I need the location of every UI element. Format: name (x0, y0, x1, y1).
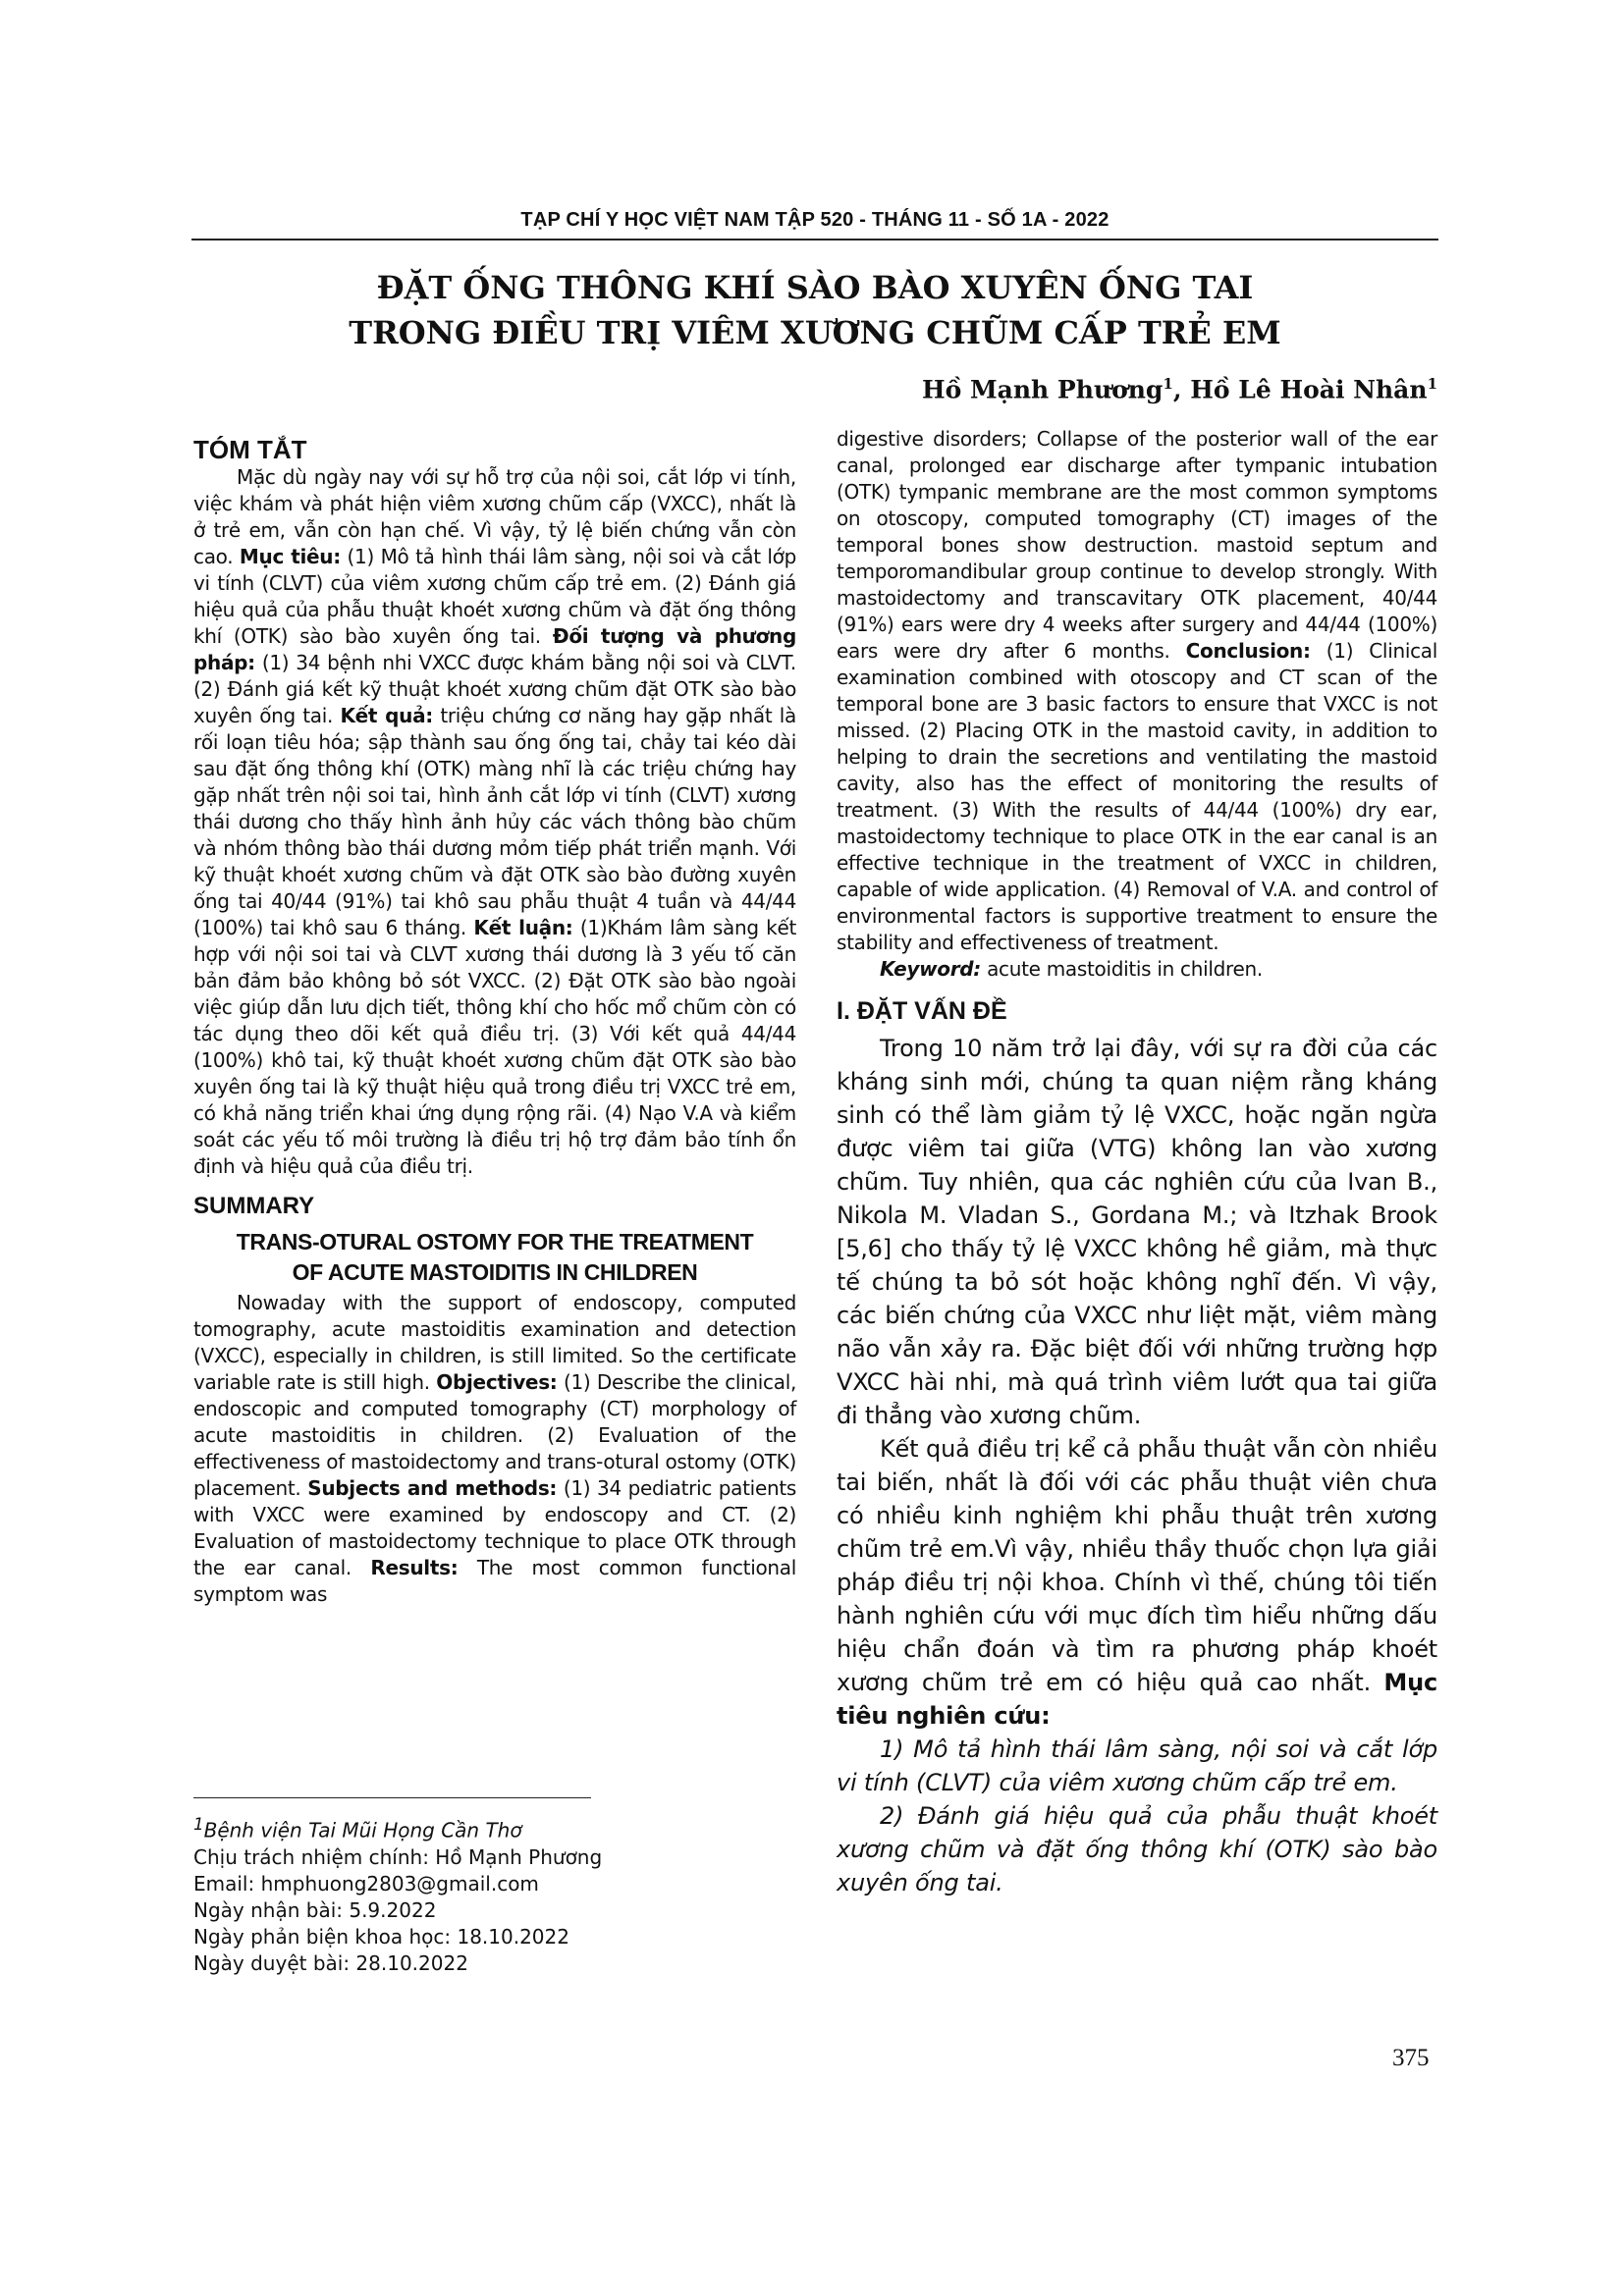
author-1-affiliation-mark: 1 (1163, 375, 1173, 393)
footnote-received-date: Ngày nhận bài: 5.9.2022 (193, 1897, 437, 1922)
summary-title-line-1: TRANS-OTURAL OSTOMY FOR THE TREATMENT (236, 1229, 754, 1255)
study-objective-2: 2) Đánh giá hiệu quả của phẫu thuật khoét xương chũm và đặt ống thông khí (OTK) sào bào xuyên ống tai. (837, 1802, 1437, 1896)
title-line-2: TRONG ĐIỀU TRỊ VIÊM XƯƠNG CHŨM CẤP TRẺ EM (349, 314, 1281, 351)
article-title (191, 265, 1438, 355)
title-line-1: ĐẶT ỐNG THÔNG KHÍ SÀO BÀO XUYÊN ỐNG TAI (376, 269, 1254, 306)
introduction-paragraph-2-text: Kết quả điều trị kể cả phẫu thuật vẫn còn nhiều tai biến, nhất là đối với các phẫu thuật viên chưa có nhiều kinh nghiệm khi phẫu thuật trên xương chũm trẻ em.Vì vậy, nhiều thầy thuốc chọn lựa giải pháp điều trị nội khoa. Chính vì thế, chúng tôi tiến hành nghiên cứu với mục đích tìm hiểu những dấu hiệu chẩn đoán và tìm ra phương pháp khoét xương chũm trẻ em có hiệu quả cao nhất. (837, 1435, 1437, 1696)
abstract-objectives-label: Mục tiêu: (239, 545, 341, 568)
author-list (922, 375, 1437, 403)
abstract-methods-text: (1) 34 bệnh nhi VXCC được khám bằng nội soi và CLVT.(2) Đánh giá kết kỹ thuật khoét xương chũm đặt OTK sào bào xuyên ống tai. (193, 651, 796, 727)
summary-conclusion-label: Conclusion: (1185, 639, 1311, 663)
summary-title-line-2: OF ACUTE MASTOIDITIS IN CHILDREN (292, 1259, 698, 1285)
summary-conclusion-text: (1) Clinical examination combined with otoscopy and CT scan of the temporal bone are 3 basic factors to ensure that VXCC is not missed. (2) Placing OTK in the mastoid cavity, in addition to helping to drain the secretions and ventilating the mastoid cavity, also has the effect of monitoring the results of treatment. (3) With the results of 44/44 (100%) dry ear, mastoidectomy technique to place OTK in the ear canal is an effective technique in the treatment of VXCC in children, capable of wide application. (4) Removal of V.A. and control of environmental factors is supportive treatment to ensure the stability and effectiveness of treatment. (837, 639, 1437, 954)
left-column (193, 435, 796, 1608)
header-divider (191, 239, 1438, 240)
section-heading-introduction: I. ĐẶT VẤN ĐỀ (837, 997, 1007, 1025)
summary-intro: Nowaday with the support of endoscopy, computed tomography, acute mastoiditis examination and detection (VXCC), especially in children, is still limited. So the certificate variable rate is still high. (193, 1291, 796, 1394)
abstract-results-text: triệu chứng cơ năng hay gặp nhất là rối loạn tiêu hóa; sập thành sau ống ống tai, chảy tai kéo dài sau đặt ống thông khí (OTK) màng nhĩ là các triệu chứng hay gặp nhất trên nội soi tai, hình ảnh cắt lớp vi tính (CLVT) xương thái dương cho thấy hình ảnh hủy các vách thông bào chũm và nhóm thông bào thái dương mỏm tiếp phát triển mạnh. Với kỹ thuật khoét xương chũm và đặt OTK sào bào đường xuyên ống tai 40/44 (91%) tai khô sau phẫu thuật 4 tuần và 44/44 (100%) tai khô sau 6 tháng. (193, 704, 796, 939)
abstract-methods-label: Đối tượng và phương pháp: (193, 624, 796, 674)
abstract-conclusion-label: Kết luận: (473, 916, 573, 939)
author-separator: , (1172, 375, 1191, 404)
abstract-conclusion-text: (1)Khám lâm sàng kết hợp với nội soi tai và CLVT xương thái dương là 3 yếu tố căn bản đảm bảo không bỏ sót VXCC. (2) Đặt OTK sào bào ngoài việc giúp dẫn lưu dịch tiết, thông khí cho hốc mổ chũm còn có tác dụng theo dõi kết quả điều trị. (3) Với kết quả 44/44 (100%) khô tai, kỹ thuật khoét xương chũm đặt OTK sào bào xuyên ống tai là kỹ thuật hiệu quả trong điều trị VXCC trẻ em, có khả năng triển khai ứng dụng rộng rãi. (4) Nạo V.A và kiểm soát các yếu tố môi trường là điều trị hộ trợ đảm bảo tính ổn định và hiệu quả của điều trị. (193, 916, 796, 1178)
footnote-accepted-date: Ngày duyệt bài: 28.10.2022 (193, 1950, 468, 1975)
summary-heading: SUMMARY (193, 1193, 315, 1219)
footnotes (193, 1811, 783, 1977)
abstract-paragraph (193, 464, 796, 1180)
footnote-affiliation (193, 1811, 783, 1844)
summary-methods-label: Subjects and methods: (307, 1476, 558, 1500)
right-column (837, 426, 1437, 1899)
abstract-objectives-text: (1) Mô tả hình thái lâm sàng, nội soi và cắt lớp vi tính (CLVT) của viêm xương chũm cấp trẻ em. (2) Đánh giá hiệu quả của phẫu thuật khoét xương chũm và đặt ống thông khí (OTK) sào bào xuyên ống tai. (193, 545, 796, 648)
introduction-paragraph-1: Trong 10 năm trở lại đây, với sự ra đời của các kháng sinh mới, chúng ta quan niệm rằng kháng sinh có thể làm giảm tỷ lệ VXCC, hoặc ngăn ngừa được viêm tai giữa (VTG) không lan vào xương chũm. Tuy nhiên, qua các nghiên cứu của Ivan B., Nikola M. Vladan S., Gordana M.; và Itzhak Brook [5,6] cho thấy tỷ lệ VXCC không hề giảm, mà thực tế chúng ta bỏ sót hoặc không nghĩ đến. Vì vậy, các biến chứng của VXCC như liệt mặt, viêm màng não vẫn xảy ra. Đặc biệt đối với những trường hợp VXCC hài nhi, mà quá trình viêm lướt qua tai giữa đi thẳng vào xương chũm. (837, 1035, 1437, 1429)
footnote-affiliation-text: Bệnh viện Tai Mũi Họng Cần Thơ (203, 1818, 522, 1842)
summary-paragraph-start (193, 1290, 796, 1608)
summary-objectives-text: (1) Describe the clinical, endoscopic and computed tomography (CT) morphology of acute mastoiditis in children. (2) Evaluation of the effectiveness of mastoidectomy and trans-otural ostomy (OTK) placement. (193, 1370, 797, 1500)
author-1: Hồ Mạnh Phương (921, 375, 1164, 404)
journal-header: TẠP CHÍ Y HỌC VIỆT NAM TẬP 520 - THÁNG 11 - SỐ 1A - 2022 (520, 209, 1110, 231)
footnote-corresponding-author: Chịu trách nhiệm chính: Hồ Mạnh Phương (193, 1844, 603, 1869)
summary-paragraph-continued (837, 426, 1437, 956)
footnote-email: Email: hmphuong2803@gmail.com (193, 1871, 539, 1896)
summary-methods-text: (1) 34 pediatric patients with VXCC were examined by endoscopy and CT. (2) Evaluation of mastoidectomy technique to place OTK through the ear canal. (193, 1476, 796, 1579)
abstract-intro: Mặc dù ngày nay với sự hỗ trợ của nội soi, cắt lớp vi tính, việc khám và phát hiện viêm xương chũm cấp (VXCC), nhất là ở trẻ em, vẫn còn hạn chế. Vì vậy, tỷ lệ biến chứng vẫn còn cao. (193, 465, 796, 568)
footnote-reviewed-date: Ngày phản biện khoa học: 18.10.2022 (193, 1924, 569, 1949)
abstract-results-label: Kết quả: (340, 704, 433, 727)
author-2-affiliation-mark: 1 (1427, 375, 1437, 393)
introduction-paragraph-2 (837, 1432, 1437, 1733)
summary-title (193, 1227, 796, 1288)
keyword-label: Keyword: (880, 957, 982, 981)
summary-objectives-label: Objectives: (436, 1370, 558, 1394)
abstract-heading: TÓM TẮT (193, 435, 307, 464)
page-number: 375 (1392, 2045, 1430, 2071)
footnote-affiliation-mark: 1 (193, 1815, 204, 1834)
summary-results-text-start: The most common functional symptom was (193, 1556, 796, 1606)
author-2: Hồ Lê Hoài Nhân (1190, 375, 1428, 404)
summary-results-text-end: digestive disorders; Collapse of the posterior wall of the ear canal, prolonged ear discharge after tympanic intubation (OTK) tympanic membrane are the most common symptoms on otoscopy, computed tomography (CT) images of the temporal bones show destruction. mastoid septum and temporomandibular group continue to develop strongly. With mastoidectomy and transcavitary OTK placement, 40/44 (91%) ears were dry 4 weeks after surgery and 44/44 (100%) ears were dry after 6 months. (837, 427, 1437, 663)
introduction-body (837, 1032, 1437, 1899)
keyword-text: acute mastoiditis in children. (981, 957, 1263, 981)
keyword-line (837, 956, 1437, 983)
study-objectives-label: Mục tiêu nghiên cứu: (837, 1669, 1437, 1730)
summary-results-label: Results: (370, 1556, 459, 1579)
study-objective-1: 1) Mô tả hình thái lâm sàng, nội soi và cắt lớp vi tính (CLVT) của viêm xương chũm cấp trẻ em. (837, 1735, 1437, 1796)
footnote-divider (193, 1797, 591, 1798)
